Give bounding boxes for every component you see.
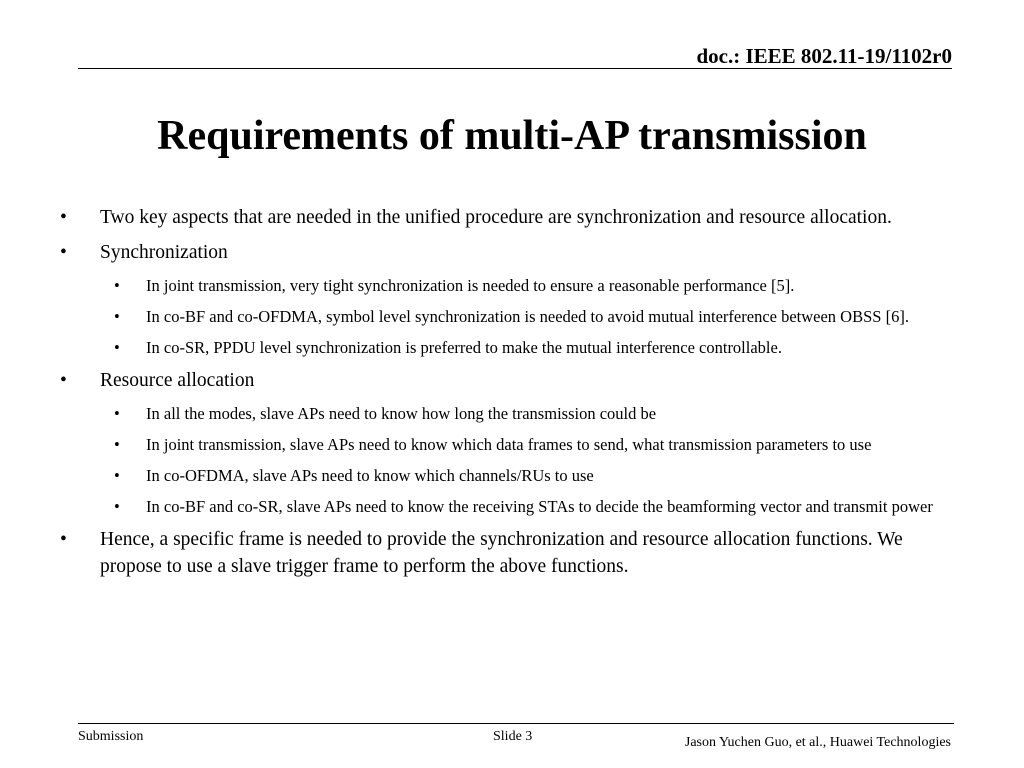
sub-bullet-joint-transmission-resource: • In joint transmission, slave APs need to know which data frames to send, what transmission parameters to use bbox=[60, 433, 950, 457]
sub-bullet-joint-transmission-sync: • In joint transmission, very tight synchronization is needed to ensure a reasonable performance [5]. bbox=[60, 274, 950, 298]
slide-title: Requirements of multi-AP transmission bbox=[157, 113, 867, 159]
bullet-resource-allocation: • Resource allocation bbox=[60, 367, 950, 394]
header-divider bbox=[78, 68, 952, 69]
sub-bullet-coofdma-resource: • In co-OFDMA, slave APs need to know which channels/RUs to use bbox=[60, 464, 950, 488]
sub-bullet-cobf-coofdma-sync: • In co-BF and co-OFDMA, symbol level synchronization is needed to avoid mutual interference between OBSS [6]. bbox=[60, 305, 950, 329]
footer-authors: Jason Yuchen Guo, et al., Huawei Technologies bbox=[684, 735, 951, 750]
document-id: doc.: IEEE 802.11-19/1102r0 bbox=[696, 44, 952, 68]
bullet-key-aspects: • Two key aspects that are needed in the unified procedure are synchronization and resource allocation. bbox=[60, 204, 950, 231]
footer-submission: Submission bbox=[78, 729, 144, 744]
slide-body bbox=[60, 204, 950, 588]
bullet-synchronization: • Synchronization bbox=[60, 239, 950, 266]
footer-divider bbox=[78, 723, 954, 724]
sub-bullet-cobf-cosr-resource: • In co-BF and co-SR, slave APs need to know the receiving STAs to decide the beamforming vector and transmit power bbox=[60, 495, 950, 519]
footer-slide-number: Slide 3 bbox=[493, 729, 533, 744]
bullet-conclusion: • Hence, a specific frame is needed to provide the synchronization and resource allocation functions. We propose to use a slave trigger frame to perform the above functions. bbox=[60, 526, 950, 580]
sub-bullet-all-modes: • In all the modes, slave APs need to know how long the transmission could be bbox=[60, 402, 950, 426]
sub-bullet-cosr-sync: • In co-SR, PPDU level synchronization is preferred to make the mutual interference controllable. bbox=[60, 336, 950, 360]
